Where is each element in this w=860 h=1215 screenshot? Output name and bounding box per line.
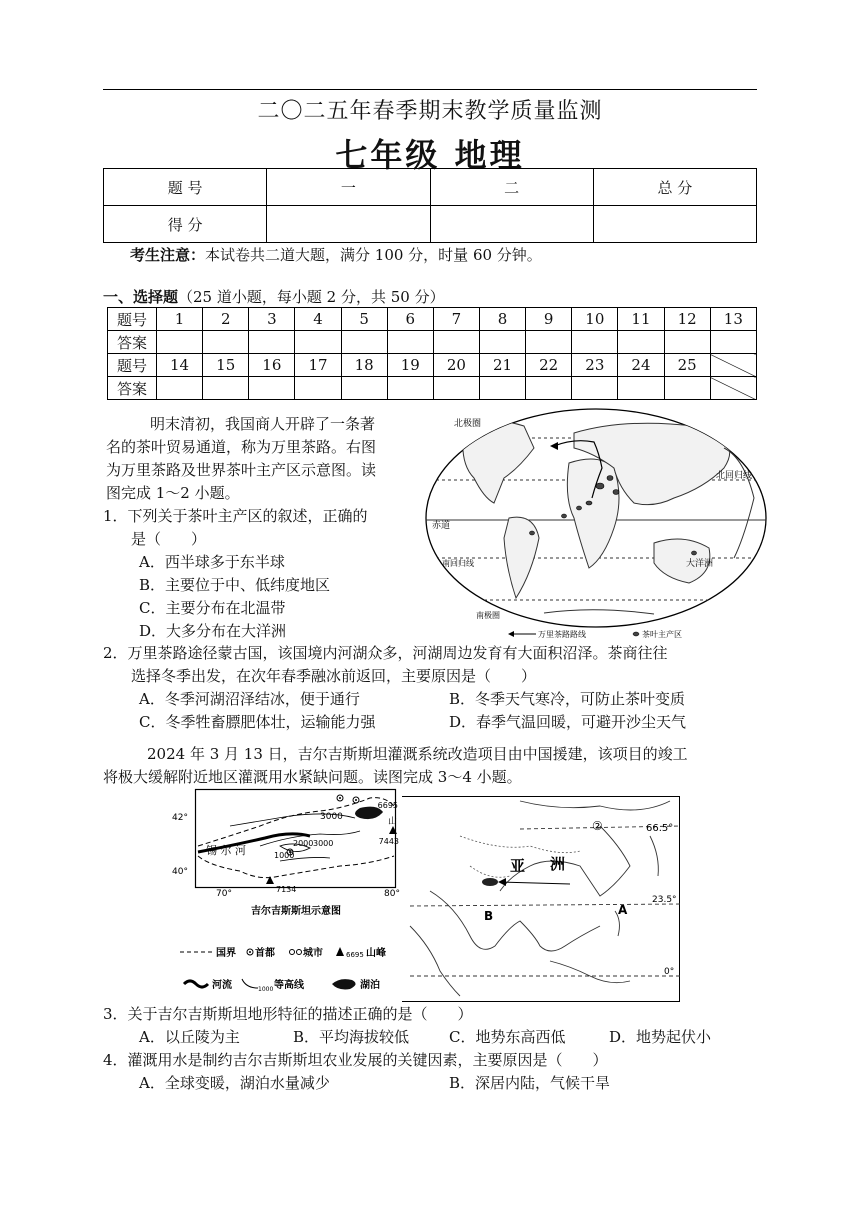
question-number: 7: [433, 308, 479, 331]
answer-cell[interactable]: [295, 377, 341, 400]
answer-cell[interactable]: [618, 377, 664, 400]
passage-line: 为万里茶路及世界茶叶主产区示意图。读: [106, 461, 377, 479]
q4-option-a[interactable]: A．全球变暖，湖泊水量减少: [139, 1074, 330, 1092]
answer-cell[interactable]: [387, 377, 433, 400]
answer-cell[interactable]: [479, 331, 525, 354]
exam-title: 二〇二五年春季期末教学质量监测: [257, 99, 603, 124]
q2-option-a[interactable]: A．冬季河湖沼泽结冰，便于通行: [139, 690, 360, 708]
question-3: [103, 1003, 763, 1049]
answer-cell[interactable]: [618, 331, 664, 354]
answer-table-num-label: 题号: [108, 308, 157, 331]
answer-cell[interactable]: [433, 331, 479, 354]
question-number: 15: [203, 354, 249, 377]
question-1-stem: 1．下列关于茶叶主产区的叙述，正确的: [103, 507, 368, 525]
asia-map: [400, 796, 680, 1002]
answer-cell[interactable]: [664, 377, 710, 400]
label-tropic-capricorn: 南回归线: [442, 559, 474, 568]
question-1: [103, 505, 423, 643]
contour-label: 2000: [293, 839, 314, 848]
passage-line: 名的茶叶贸易通道，称为万里茶路。右图: [106, 438, 377, 456]
question-2-stem: 2．万里茶路途径蒙古国，该国境内河湖众多，河湖周边发育有大面积沼泽。茶商往往: [103, 644, 668, 662]
label-asia-2: 洲: [550, 855, 566, 873]
answer-cell[interactable]: [387, 331, 433, 354]
q3-option-b[interactable]: B．平均海拔较低: [293, 1028, 410, 1046]
q1-option-c[interactable]: C．主要分布在北温带: [139, 599, 286, 617]
legend-contour-sample: 1000: [258, 986, 274, 993]
legend-peak-label: 山峰: [366, 948, 386, 959]
answer-cell[interactable]: [572, 377, 618, 400]
answer-cell[interactable]: [203, 331, 249, 354]
question-number: 1: [157, 308, 203, 331]
kyrgyzstan-map-caption: 吉尔吉斯斯坦示意图: [251, 906, 341, 917]
score-header-1: 题 号: [104, 169, 267, 206]
answer-table: [107, 307, 757, 400]
contour-label: 3000: [313, 839, 334, 848]
legend-tea-label: 茶叶主产区: [642, 630, 682, 639]
lat-label-40: 40°: [172, 867, 188, 877]
score-cell[interactable]: [267, 206, 430, 243]
question-number: 6: [387, 308, 433, 331]
answer-cell[interactable]: [433, 377, 479, 400]
score-cell[interactable]: [430, 206, 593, 243]
answer-table-num-label: 题号: [108, 354, 157, 377]
legend-city-label: 城市: [303, 948, 323, 959]
lat-label-42: 42°: [172, 813, 188, 823]
question-number: 17: [295, 354, 341, 377]
lon-label-80: 80°: [384, 889, 400, 899]
legend-route-arrow: [508, 631, 514, 637]
contour-label: 1000: [274, 851, 295, 860]
section1-heading: [103, 286, 445, 307]
peak-label: 7443: [378, 837, 399, 846]
answer-cell[interactable]: [479, 377, 525, 400]
answer-cell[interactable]: [203, 377, 249, 400]
answer-cell[interactable]: [341, 377, 387, 400]
unused-cell: [710, 377, 756, 400]
question-4-stem: 4．灌溉用水是制约吉尔吉斯斯坦农业发展的关键因素，主要原因是（ ）: [103, 1051, 608, 1069]
score-header-4: 总 分: [593, 169, 756, 206]
passage-line: 将极大缓解附近地区灌溉用水紧缺问题。读图完成 3～4 小题。: [103, 768, 522, 786]
question-number: 8: [479, 308, 525, 331]
notice-text: 本试卷共二道大题，满分 100 分，时量 60 分钟。: [205, 246, 542, 264]
question-number: 23: [572, 354, 618, 377]
question-number: 24: [618, 354, 664, 377]
answer-cell[interactable]: [157, 377, 203, 400]
q2-option-d[interactable]: D．春季气温回暖，可避开沙尘天气: [449, 713, 687, 731]
answer-cell[interactable]: [572, 331, 618, 354]
kyrgyzstan-highlight: [482, 878, 498, 886]
legend-capital-label: 首都: [255, 948, 275, 959]
q3-option-c[interactable]: C．地势东高西低: [449, 1028, 566, 1046]
question-number: 4: [295, 308, 341, 331]
answer-cell[interactable]: [249, 377, 295, 400]
question-number: 22: [526, 354, 572, 377]
question-number: 19: [387, 354, 433, 377]
notice-label: 考生注意：: [130, 246, 206, 264]
label-lat-arctic: 66.5°: [646, 823, 674, 834]
label-equator: 赤道: [432, 521, 451, 531]
question-number: 10: [572, 308, 618, 331]
answer-table-ans-label: 答案: [108, 377, 157, 400]
question-4: [103, 1049, 763, 1095]
question-1-stem: 是（ ）: [131, 530, 207, 548]
legend-route-label: 万里茶路路线: [538, 630, 586, 639]
question-number: 20: [433, 354, 479, 377]
question-number: 12: [664, 308, 710, 331]
question-number: 18: [341, 354, 387, 377]
question-number: 11: [618, 308, 664, 331]
answer-table-ans-label: 答案: [108, 331, 157, 354]
question-3-stem: 3．关于吉尔吉斯斯坦地形特征的描述正确的是（ ）: [103, 1005, 473, 1023]
question-number: 21: [479, 354, 525, 377]
passage-line: 图完成 1～2 小题。: [106, 484, 240, 502]
question-2: [103, 642, 763, 734]
legend-tea-icon: [633, 632, 639, 636]
label-point-2: ②: [592, 819, 603, 833]
q2-option-b[interactable]: B．冬季天气寒冷，可防止茶叶变质: [449, 690, 686, 708]
q3-option-a[interactable]: A．以丘陵为主: [139, 1028, 240, 1046]
legend-lake-label: 湖泊: [360, 980, 380, 991]
world-tea-map: [424, 408, 772, 642]
legend-peak-sample: 6695: [346, 951, 364, 959]
q1-option-b[interactable]: B．主要位于中、低纬度地区: [139, 576, 331, 594]
score-header-2: 一: [267, 169, 430, 206]
q4-option-b[interactable]: B．深居内陆，气候干旱: [449, 1074, 611, 1092]
passage-2: [103, 743, 763, 789]
answer-cell[interactable]: [249, 331, 295, 354]
question-number: 5: [341, 308, 387, 331]
q1-option-d[interactable]: D．大多分布在大洋洲: [139, 622, 287, 640]
passage-1: [106, 413, 420, 505]
q1-option-a[interactable]: A．西半球多于东半球: [139, 553, 285, 571]
answer-cell[interactable]: [157, 331, 203, 354]
label-point-b: B: [484, 909, 494, 923]
section1-title: 一、选择题: [103, 288, 179, 306]
question-number: 9: [526, 308, 572, 331]
question-number: 14: [157, 354, 203, 377]
score-cell[interactable]: [593, 206, 756, 243]
answer-cell[interactable]: [526, 331, 572, 354]
score-header-3: 二: [430, 169, 593, 206]
label-arctic-circle: 北极圈: [454, 419, 482, 429]
label-lat-equator: 0°: [664, 967, 675, 977]
question-number: 3: [249, 308, 295, 331]
answer-cell[interactable]: [295, 331, 341, 354]
section1-desc: （25 道小题，每小题 2 分，共 50 分）: [178, 288, 445, 306]
mountain-char: 山: [388, 817, 398, 827]
passage-line: 明末清初，我国商人开辟了一条著: [150, 415, 376, 433]
question-number: 2: [203, 308, 249, 331]
label-antarctic-circle: 南极圈: [476, 611, 500, 620]
legend-river-label: 河流: [212, 980, 232, 991]
q2-option-c[interactable]: C．冬季牲畜膘肥体壮，运输能力强: [139, 713, 376, 731]
answer-cell[interactable]: [341, 331, 387, 354]
river-name: 锡 尔 河: [206, 844, 246, 857]
answer-cell[interactable]: [664, 331, 710, 354]
header-rule: [103, 89, 757, 90]
score-row-label: 得 分: [104, 206, 267, 243]
exam-notice: [130, 244, 542, 265]
label-tropic-cancer: 北回归线: [716, 471, 753, 481]
kyrgyzstan-map: [170, 786, 402, 1002]
legend-contour-label: 等高线: [274, 980, 304, 991]
question-number: 16: [249, 354, 295, 377]
answer-cell[interactable]: [526, 377, 572, 400]
question-number: 25: [664, 354, 710, 377]
exam-subject: 七年级 地理: [335, 136, 525, 174]
label-point-a: A: [618, 903, 628, 917]
unused-cell: [710, 354, 756, 377]
peak-label: 7134: [276, 885, 297, 894]
contour-label: 3000: [320, 812, 343, 822]
label-asia-1: 亚: [510, 857, 526, 875]
score-table: [103, 168, 757, 243]
q3-option-d[interactable]: D．地势起伏小: [609, 1028, 712, 1046]
question-number: 13: [710, 308, 756, 331]
lon-label-70: 70°: [216, 889, 232, 899]
legend-border-label: 国界: [216, 948, 236, 959]
passage-line: 2024 年 3 月 13 日，吉尔吉斯斯坦灌溉系统改造项目由中国援建，该项目的竣工: [147, 745, 688, 763]
peak-label: 6695: [377, 801, 398, 810]
label-lat-tropic: 23.5°: [652, 895, 677, 905]
label-oceania: 大洋洲: [686, 559, 714, 569]
question-2-stem: 选择冬季出发，在次年春季融冰前返回，主要原因是（ ）: [131, 667, 537, 685]
answer-cell[interactable]: [710, 331, 756, 354]
